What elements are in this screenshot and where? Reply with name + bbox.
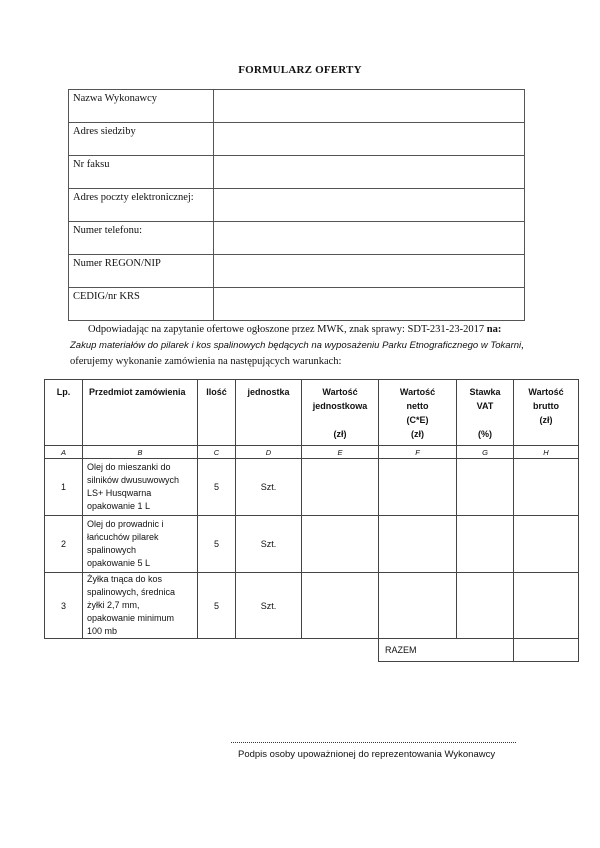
row-gross-value-cell [514,516,579,573]
col-letter: A [45,446,83,459]
signature-label: Podpis osoby upoważnionej do reprezentowania Wykonawcy [238,749,496,760]
order-table [44,379,579,662]
info-label: Numer telefonu: [69,222,214,255]
info-row-fax [69,156,525,189]
row-item: Olej do mieszanki do silników dwusuwowych LS+ Husqwarna opakowanie 1 L [83,459,198,516]
row-net-value-cell [379,573,457,639]
row-qty: 5 [198,573,236,639]
intro-text-1: Odpowiadając na zapytanie ofertowe ogłoszone przez MWK, znak sprawy: SDT-231-23-2017 [88,324,485,335]
row-vat-cell [457,573,514,639]
intro-na: na: [486,324,502,335]
info-value-krs [213,288,524,321]
row-unit: Szt. [236,573,302,639]
row-lp: 3 [45,573,83,639]
row-lp: 1 [45,459,83,516]
col-header-unit: jednostka [236,380,302,446]
sum-value-cell [514,639,579,662]
sum-label: RAZEM [379,639,514,662]
info-row-phone [69,222,525,255]
info-row-krs [69,288,525,321]
table-row [45,573,579,639]
col-header-net-value: Wartość netto (C*E) (zł) [379,380,457,446]
row-vat-cell [457,459,514,516]
row-item: Żyłka tnąca do kos spalinowych, średnica żyłki 2,7 mm, opakowanie minimum 100 mb [83,573,198,639]
intro-paragraph [70,322,532,370]
form-title: FORMULARZ OFERTY [238,64,362,76]
col-letter: D [236,446,302,459]
info-label: Numer REGON/NIP [69,255,214,288]
col-header-qty: Ilość [198,380,236,446]
col-header-gross-value: Wartość brutto (zł) [514,380,579,446]
header-row [45,380,579,446]
row-qty: 5 [198,516,236,573]
intro-text-3: , oferujemy wykonanie zamówienia na następujących warunkach: [70,340,524,367]
info-value-email [213,189,524,222]
col-letter: C [198,446,236,459]
row-gross-value-cell [514,573,579,639]
sum-row [45,639,579,662]
info-label: Adres siedziby [69,123,214,156]
row-unit: Szt. [236,459,302,516]
row-net-value-cell [379,516,457,573]
info-row-address [69,123,525,156]
col-header-unit-value: Wartość jednostkowa (zł) [302,380,379,446]
col-letter: F [379,446,457,459]
info-value-address [213,123,524,156]
row-unit-value-cell [302,459,379,516]
col-header-item: Przedmiot zamówienia [83,380,198,446]
letters-row [45,446,579,459]
row-qty: 5 [198,459,236,516]
signature-line [231,742,516,743]
row-unit-value-cell [302,516,379,573]
info-row-email [69,189,525,222]
col-letter: B [83,446,198,459]
intro-subject: Zakup materiałów do pilarek i kos spalinowych będących na wyposażeniu Parku Etnograficznego w Tokarni [70,340,522,351]
info-row-regon [69,255,525,288]
row-net-value-cell [379,459,457,516]
info-row-name [69,90,525,123]
col-header-vat: Stawka VAT (%) [457,380,514,446]
table-row [45,516,579,573]
row-unit: Szt. [236,516,302,573]
info-label: Adres poczty elektronicznej: [69,189,214,222]
info-label: Nr faksu [69,156,214,189]
col-letter: H [514,446,579,459]
col-letter: E [302,446,379,459]
info-value-phone [213,222,524,255]
info-label: CEDIG/nr KRS [69,288,214,321]
info-value-name [213,90,524,123]
row-item: Olej do prowadnic i łańcuchów pilarek spalinowych opakowanie 5 L [83,516,198,573]
row-gross-value-cell [514,459,579,516]
row-vat-cell [457,516,514,573]
row-unit-value-cell [302,573,379,639]
col-letter: G [457,446,514,459]
info-value-regon [213,255,524,288]
row-lp: 2 [45,516,83,573]
table-row [45,459,579,516]
info-value-fax [213,156,524,189]
col-header-lp: Lp. [45,380,83,446]
info-label: Nazwa Wykonawcy [69,90,214,123]
contractor-info-table [68,89,525,321]
